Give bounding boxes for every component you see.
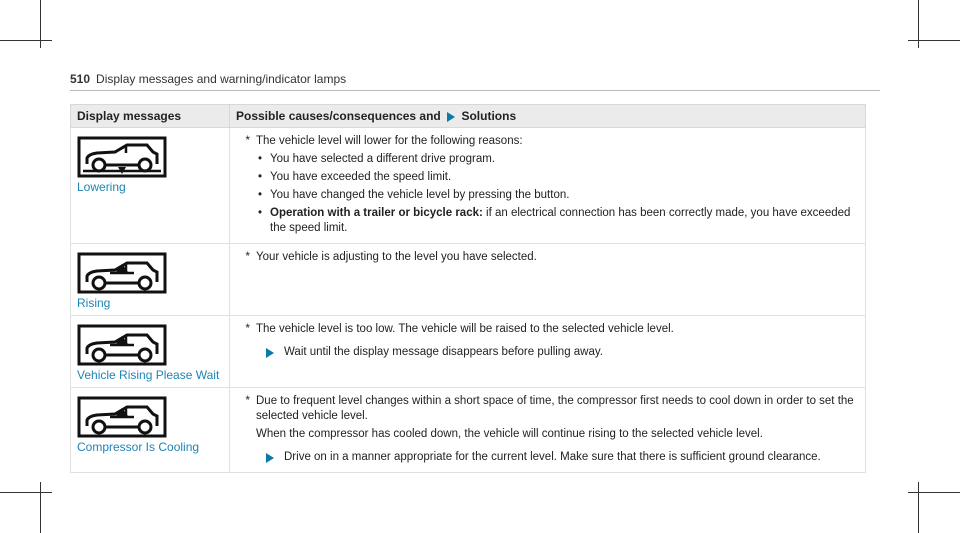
header-rule (70, 90, 880, 91)
crop-mark (908, 40, 960, 41)
crop-mark (918, 482, 919, 533)
message-cell (71, 244, 230, 316)
car-lowering-icon (77, 136, 167, 178)
column-header-display-messages: Display messages (71, 105, 230, 128)
cause-text: Your vehicle is adjusting to the level you have selected. (256, 251, 537, 263)
table-row (71, 244, 866, 316)
table-header-row (71, 105, 866, 128)
footnote-star: * (245, 395, 250, 407)
list-item: • You have changed the vehicle level by pressing the button. (236, 188, 859, 203)
table-row (71, 128, 866, 244)
messages-table (70, 104, 866, 473)
cause-intro (236, 394, 859, 424)
crop-mark (908, 492, 960, 493)
crop-mark (0, 492, 52, 493)
message-cell (71, 316, 230, 388)
cause-text-cont: selected vehicle level. (256, 410, 368, 422)
car-rising-icon (77, 396, 167, 438)
cause-text: Due to frequent level changes within a short space of time, the compressor first needs to cool down in order to set the (256, 395, 854, 407)
list-item: • You have selected a different drive program. (236, 152, 859, 167)
car-rising-icon (77, 324, 167, 366)
cause-intro (236, 250, 859, 265)
message-label: Vehicle Rising Please Wait (77, 368, 220, 382)
page-header-title: Display messages and warning/indicator lamps (96, 72, 347, 86)
message-cell (71, 388, 230, 473)
action-step (236, 345, 859, 360)
solution-arrow-icon (447, 112, 455, 122)
cause-text: The vehicle level is too low. The vehicle will be raised to the selected vehicle level. (256, 323, 674, 335)
message-cell (71, 128, 230, 244)
column-header-solutions-text: Solutions (461, 109, 517, 123)
page-header (70, 72, 346, 86)
cause-paragraph: When the compressor has cooled down, the vehicle will continue rising to the selected vehicle level. (256, 428, 763, 440)
bullet-key: Operation with a trailer or bicycle rack: (270, 207, 483, 219)
message-label: Lowering (77, 180, 126, 194)
footnote-star: * (245, 135, 250, 147)
bullet-text: if an electrical connection has been correctly made, you have exceeded (486, 207, 851, 219)
list-item: • You have exceeded the speed limit. (236, 170, 859, 185)
column-header-causes-text: Possible causes/consequences and (236, 109, 441, 123)
footnote-star: * (245, 251, 250, 263)
cause-cell (230, 128, 866, 244)
action-text: Wait until the display message disappears before pulling away. (284, 346, 603, 358)
list-item (236, 206, 859, 236)
column-header-causes (230, 105, 866, 128)
action-step (236, 450, 859, 465)
cause-cell (230, 388, 866, 473)
action-arrow-icon (266, 453, 274, 463)
table-row (71, 316, 866, 388)
page-number: 510 (70, 72, 91, 86)
action-arrow-icon (266, 348, 274, 358)
cause-cell (230, 244, 866, 316)
crop-mark (40, 482, 41, 533)
cause-intro (236, 322, 859, 337)
bullet-text-cont: the speed limit. (270, 222, 348, 234)
cause-intro (236, 134, 859, 149)
crop-mark (0, 40, 52, 41)
table-row (71, 388, 866, 473)
footnote-star: * (245, 323, 250, 335)
action-text: Drive on in a manner appropriate for the current level. Make sure that there is sufficient ground clearance. (284, 451, 821, 463)
message-label: Rising (77, 296, 111, 310)
message-label: Compressor Is Cooling (77, 440, 200, 454)
cause-text: The vehicle level will lower for the following reasons: (256, 135, 523, 147)
cause-cell (230, 316, 866, 388)
car-rising-icon (77, 252, 167, 294)
